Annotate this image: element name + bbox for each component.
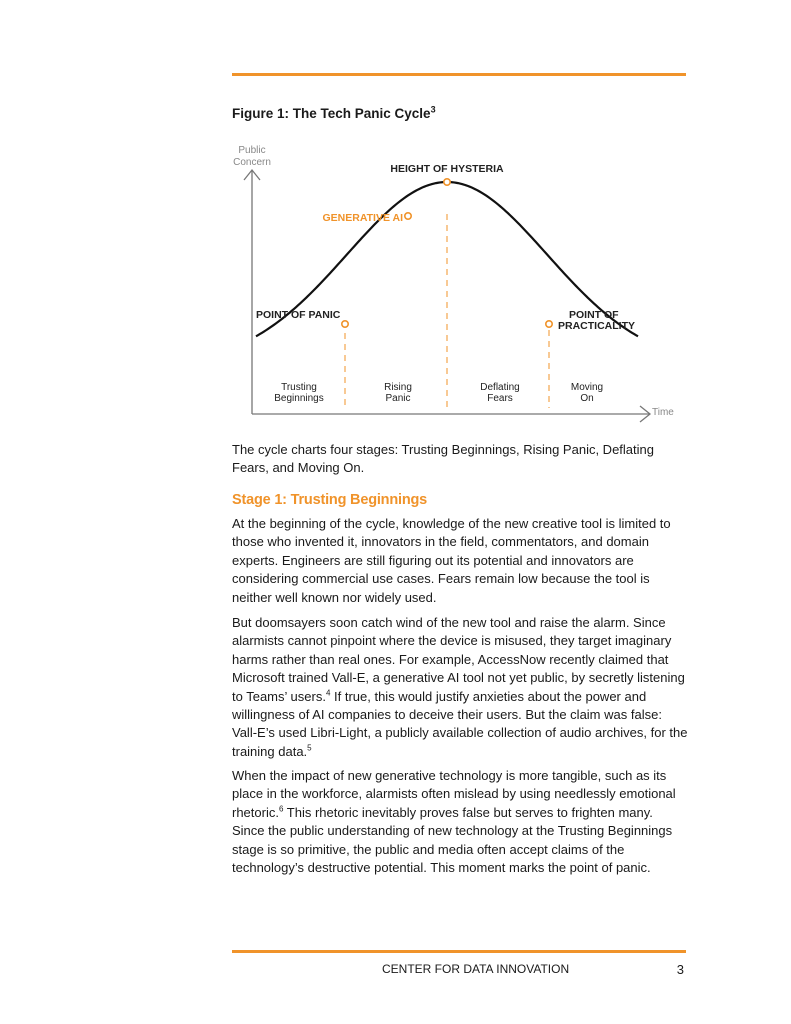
stage-label-1-line1: Trusting bbox=[281, 382, 317, 393]
annotation-point-of-panic: POINT OF PANIC bbox=[256, 309, 341, 321]
page-number: 3 bbox=[676, 962, 684, 977]
stage-label-4-line2: On bbox=[580, 393, 594, 404]
stage-label-2-line1: Rising bbox=[384, 382, 412, 393]
figure-title: Figure 1: The Tech Panic Cycle$^3$ bbox=[232, 104, 436, 121]
stage-label-3-line2: Fears bbox=[487, 393, 513, 404]
marker-generative-ai bbox=[405, 213, 411, 219]
x-axis-label: Time bbox=[652, 407, 674, 418]
stage-label-3-line1: Deflating bbox=[480, 382, 520, 393]
bottom-rule bbox=[232, 950, 686, 953]
stage-dividers bbox=[345, 214, 549, 408]
annotation-point-of-practicality-line1: POINT OF bbox=[569, 309, 619, 321]
stage1-paragraph-1: At the beginning of the cycle, knowledge of the new creative tool is limited to those who invented it, innovators in the field, commentators, and domain experts. Engineers are still figuring out its potential and innovators are considering commercial use cases. Fears remain low because the tool is neither well known nor widely used. bbox=[232, 516, 671, 605]
footnote-ref-5: 5 bbox=[307, 743, 312, 753]
marker-height-of-hysteria bbox=[444, 179, 450, 185]
annotation-point-of-practicality-line2: PRACTICALITY bbox=[558, 320, 635, 332]
intro-paragraph: The cycle charts four stages: Trusting Beginnings, Rising Panic, Deflating Fears, and Moving On. bbox=[232, 442, 654, 476]
tech-panic-cycle-chart bbox=[232, 138, 692, 428]
footnote-ref-4: 4 bbox=[325, 688, 331, 698]
annotation-generative-ai: GENERATIVE AI bbox=[322, 212, 403, 224]
stage-label-4-line1: Moving bbox=[570, 382, 604, 393]
annotation-height-of-hysteria: HEIGHT OF HYSTERIA bbox=[390, 163, 504, 175]
stage-label-1-line2: Beginnings bbox=[274, 393, 324, 404]
top-rule bbox=[232, 73, 686, 76]
marker-point-of-practicality bbox=[546, 321, 552, 327]
stage1-heading: Stage 1: Trusting Beginnings bbox=[232, 492, 427, 508]
stage1-paragraph-2: But doomsayers soon catch wind of the new tool and raise the alarm. Since alarmists cannot pinpoint where the device is misused, they target imaginary harms rather than real ones. For example, AccessNow recently claimed that Microsoft trained Vall-E, a generative AI tool not yet public, by secretly listening to Teams’ users.$^4$ If true, this would justify anxieties about the power and willingness of AI companies to deceive their users. But the claim was false: Vall-E’s used Libri-Light, a publicly available collection of audio archives, for the training data.$^5$ bbox=[232, 615, 688, 759]
figure-footnote-ref: 3 bbox=[430, 104, 436, 115]
y-axis-label-line1: Public bbox=[238, 145, 266, 156]
footer-label: CENTER FOR DATA INNOVATION bbox=[382, 962, 570, 976]
footnote-ref-6: 6 bbox=[278, 804, 284, 814]
y-axis-label-line2: Concern bbox=[233, 157, 271, 168]
marker-point-of-panic bbox=[342, 321, 348, 327]
stage-label-2-line2: Panic bbox=[385, 393, 411, 404]
stage1-paragraph-3: When the impact of new generative technology is more tangible, such as its place in the workforce, alarmists often mislead by using needlessly emotional rhetoric.$^6$ This rhetoric inevitably proves false but serves to frighten many. Since the public understanding of new technology at the Trusting Beginnings stage is so primitive, the public and media often accept claims of the technology’s destructive potential. This moment marks the point of panic. bbox=[232, 768, 676, 876]
